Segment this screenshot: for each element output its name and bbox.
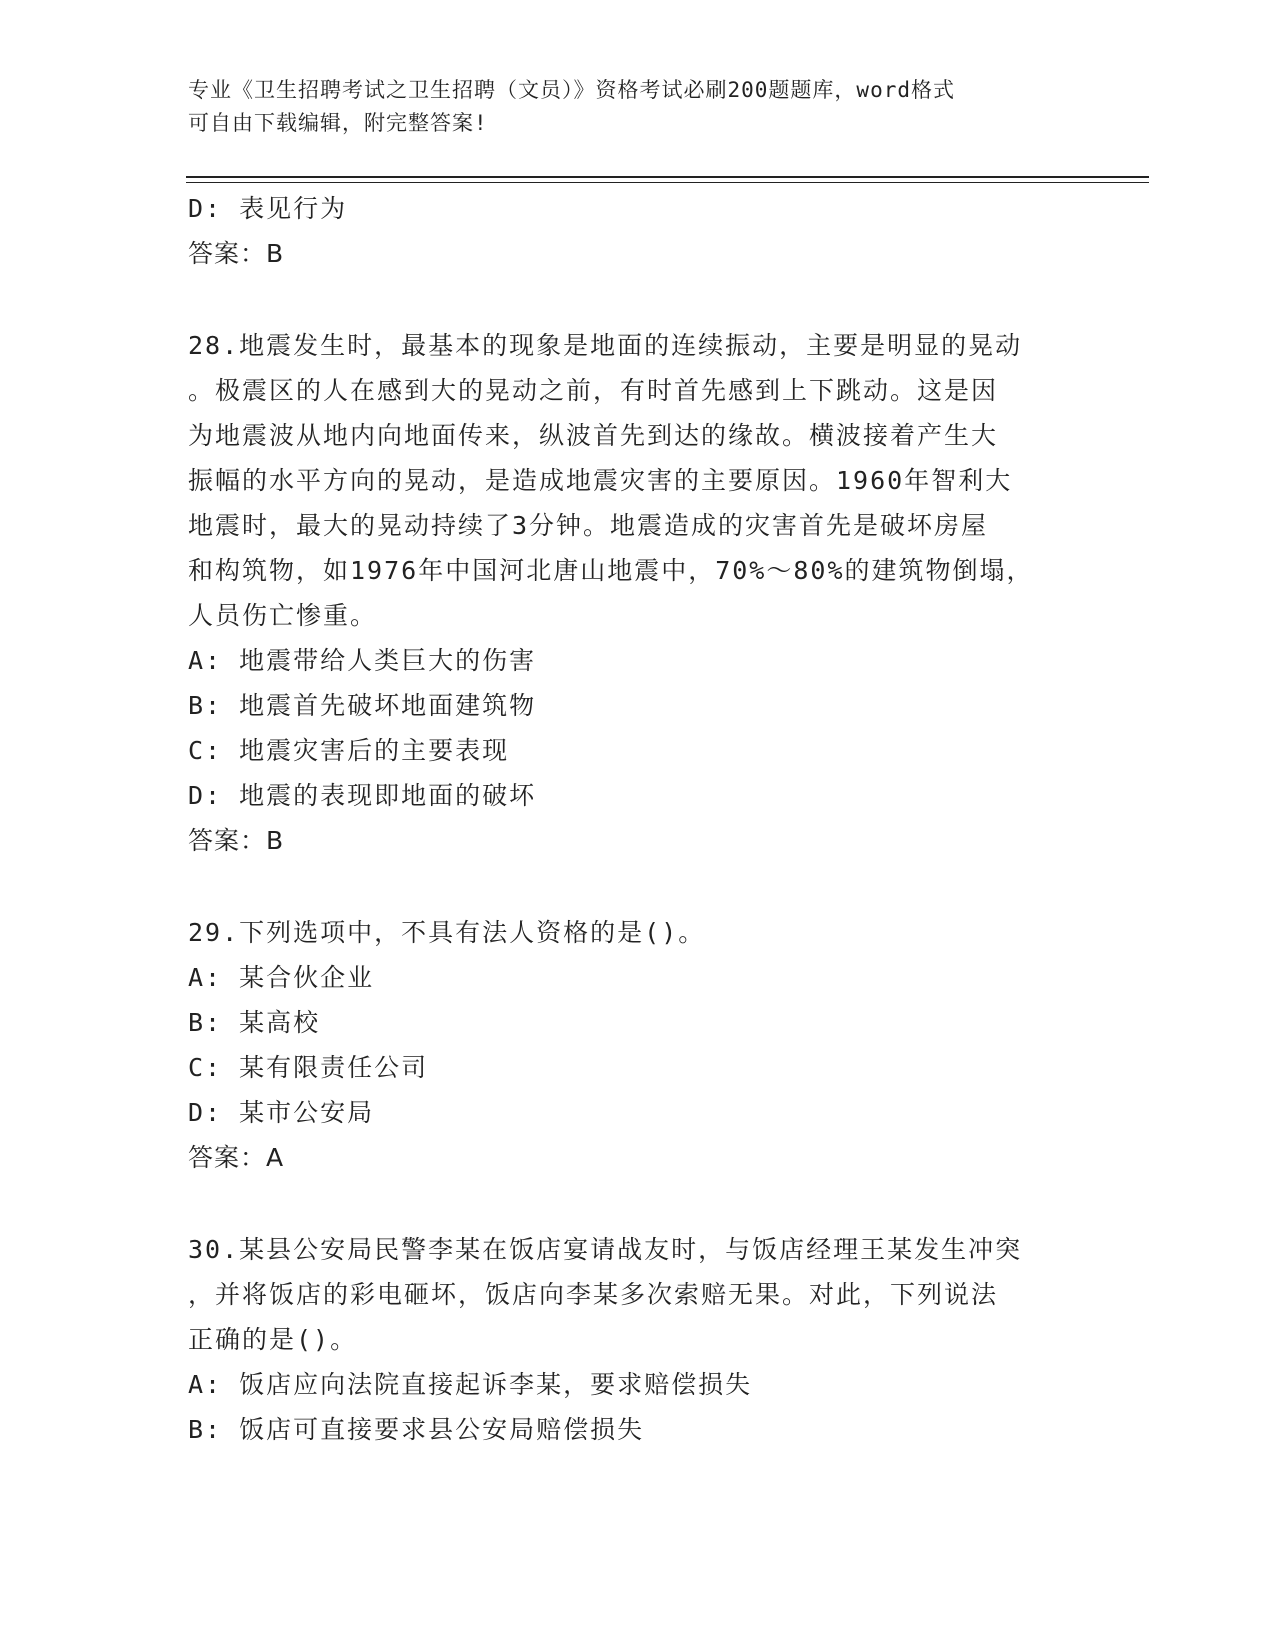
q30-option-b: B: 饭店可直接要求县公安局赔偿损失 <box>188 1415 645 1444</box>
q28-option-c: C: 地震灾害后的主要表现 <box>188 736 510 765</box>
q30-stem-line: 30.某县公安局民警李某在饭店宴请战友时，与饭店经理王某发生冲突 <box>188 1235 1023 1264</box>
q28-stem-line: 28.地震发生时，最基本的现象是地面的连续振动，主要是明显的晃动 <box>188 331 1023 360</box>
q28-option-d: D: 地震的表现即地面的破坏 <box>188 781 537 810</box>
q28-stem-line: 和构筑物，如1976年中国河北唐山地震中，70%～80%的建筑物倒塌， <box>188 556 1034 585</box>
spacer <box>188 864 1078 910</box>
header-divider-thin <box>186 182 1149 183</box>
q29-answer: 答案：A <box>188 1143 285 1172</box>
spacer <box>188 1181 1078 1227</box>
q28-stem-line: 。极震区的人在感到大的晃动之前，有时首先感到上下跳动。这是因 <box>188 376 999 405</box>
question-28 <box>188 323 1078 864</box>
q28-stem-line: 人员伤亡惨重。 <box>188 601 378 630</box>
spacer <box>188 277 1078 323</box>
header-line-2: 可自由下载编辑，附完整答案! <box>188 111 488 135</box>
q29-option-b: B: 某高校 <box>188 1008 321 1037</box>
document-body <box>188 186 1078 1452</box>
q28-stem-line: 为地震波从地内向地面传来，纵波首先到达的缘故。横波接着产生大 <box>188 421 999 450</box>
prev-question-answer: 答案：B <box>188 239 285 268</box>
q28-answer: 答案：B <box>188 826 285 855</box>
q28-option-a: A: 地震带给人类巨大的伤害 <box>188 646 537 675</box>
q30-stem-line: 正确的是()。 <box>188 1325 358 1354</box>
prev-question-option-d: D: 表见行为 <box>188 194 348 223</box>
q29-option-a: A: 某合伙企业 <box>188 963 375 992</box>
q28-option-b: B: 地震首先破坏地面建筑物 <box>188 691 537 720</box>
q28-stem-line: 地震时，最大的晃动持续了3分钟。地震造成的灾害首先是破坏房屋 <box>188 511 989 540</box>
q30-stem-line: ，并将饭店的彩电砸坏，饭店向李某多次索赔无果。对此，下列说法 <box>188 1280 999 1309</box>
header-divider-thick <box>186 176 1149 178</box>
q30-option-a: A: 饭店应向法院直接起诉李某，要求赔偿损失 <box>188 1370 753 1399</box>
question-30 <box>188 1227 1078 1452</box>
q29-option-c: C: 某有限责任公司 <box>188 1053 429 1082</box>
q29-option-d: D: 某市公安局 <box>188 1098 375 1127</box>
question-29 <box>188 910 1078 1181</box>
q28-stem-line: 振幅的水平方向的晃动，是造成地震灾害的主要原因。1960年智利大 <box>188 466 1013 495</box>
header-line-1: 专业《卫生招聘考试之卫生招聘（文员）》资格考试必刷200题题库，word格式 <box>188 78 955 102</box>
q29-stem: 29.下列选项中，不具有法人资格的是()。 <box>188 918 706 947</box>
page-header <box>188 74 1088 140</box>
